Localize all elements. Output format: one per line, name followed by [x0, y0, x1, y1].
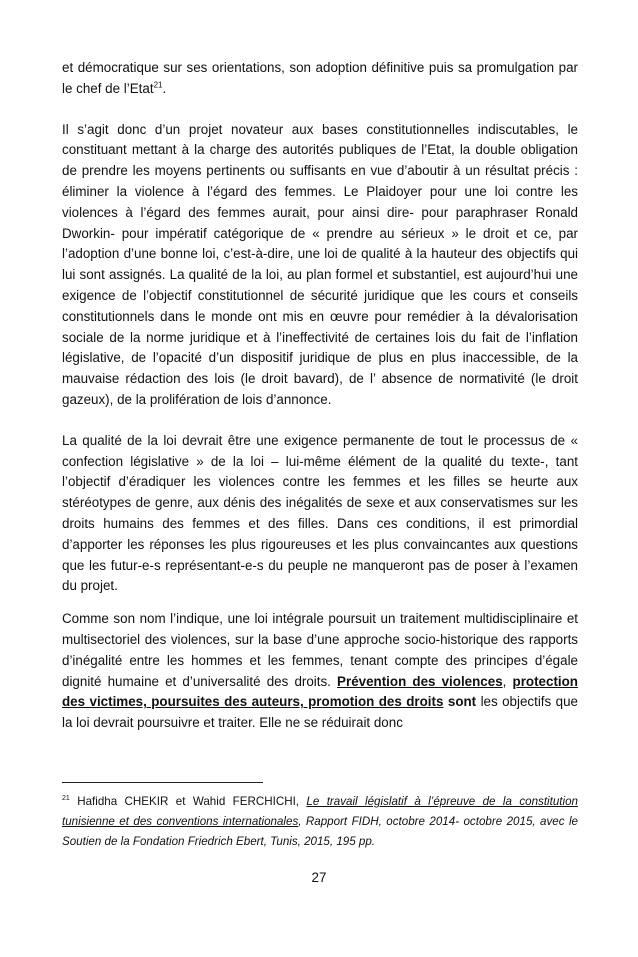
footnote-number: 21 — [62, 795, 70, 803]
paragraph-4 — [62, 609, 578, 734]
paragraph-2: Il s’agit donc d’un projet novateur aux bases constitutionnelles indiscutables, le constituant mettant à la charge des autorités publiques de l’Etat, la double obligation de prendre les moyens pertinents ou suffisants en vue d’aboutir à un résultat précis : éliminer la violence à l’égard des femmes. Le Plaidoyer pour une loi contre les violences à l’égard des femmes aurait, pour ainsi dire- pour paraphraser Ronald Dworkin- pour impératif catégorique de « prendre au sérieux » le droit et ce, par l’adoption d’une bonne loi, c’est-à-dire, une loi de qualité à la hauteur des objectifs qui lui sont assignés. La qualité de la loi, au plan formel et substantiel, est aujourd’hui une exigence de l’objectif constitutionnel de sécurité juridique que les cours et conseils constitutionnels dans le monde ont mis en œuvre pour remédier à la dévalorisation sociale de la norme juridique et à l’ineffectivité de certaines lois du fait de l’inflation législative, de l’opacité d’un dispositif juridique de plus en plus inaccessible, de la mauvaise rédaction des lois (le droit bavard), de l’ absence de normativité (le droit gazeux), de la prolifération de lois d’annonce. — [62, 121, 578, 407]
page-number: 27 — [311, 870, 327, 885]
paragraph-1 — [62, 58, 578, 100]
paragraph-4-sep1: , — [502, 673, 513, 689]
emphasis-prevention: Prévention des violences — [337, 673, 503, 689]
paragraph-1-end: . — [162, 80, 167, 96]
paragraph-1-text: et démocratique sur ses orientations, son adoption définitive puis sa promulgation par le chef de l’Etat — [62, 60, 578, 96]
paragraph-3: La qualité de la loi devrait être une exigence permanente de tout le processus de « confection législative » de la loi – lui-même élément de la qualité du texte-, tant l’objectif d’éradiquer les violences contre les femmes et les filles se heurte aux stéréotypes de genre, aux dénis des inégalités de sexe et aux conservatismes sur les droits humains des femmes et des filles. Dans ces conditions, il est primordial d’apporter les réponses les plus rigoureuses et les plus convaincantes aux questions que les futur-e-s représentant-e-s du peuple ne manqueront pas de poser à l’examen du projet. — [62, 432, 578, 594]
footnote-work-title: Le travail législatif à l’épreuve de la constitution tunisienne et des conventions internationales — [62, 795, 578, 828]
emphasis-sont: sont — [447, 694, 477, 710]
footnote-ref-21[interactable]: 21 — [153, 80, 163, 90]
footnote-details: , Rapport FIDH, octobre 2014- octobre 2015, avec le Soutien de la Fondation Friedrich Ebert, Tunis, 2015, 195 pp. — [62, 815, 578, 848]
paragraph-4-intro: Comme son nom l’indique, une loi intégrale poursuit un traitement multidisciplinaire et multisectoriel des violences, sur la base d’une approche socio-historique des rapports d’inégalité entre les hommes et les femmes, tenant compte des principes d’égale dignité humaine et d’universalité des droits. — [62, 611, 578, 689]
page-body — [62, 58, 578, 734]
footnote-authors: Hafidha CHEKIR et Wahid FERCHICHI, — [69, 795, 307, 808]
footnote-separator — [62, 782, 263, 783]
emphasis-protection: protection des victimes, poursuites des auteurs, promotion des droits — [62, 673, 578, 710]
paragraph-4-outro: les objectifs que la loi devrait poursuivre et traiter. Elle ne se réduirait donc — [62, 694, 578, 731]
footnote-21 — [62, 792, 578, 852]
